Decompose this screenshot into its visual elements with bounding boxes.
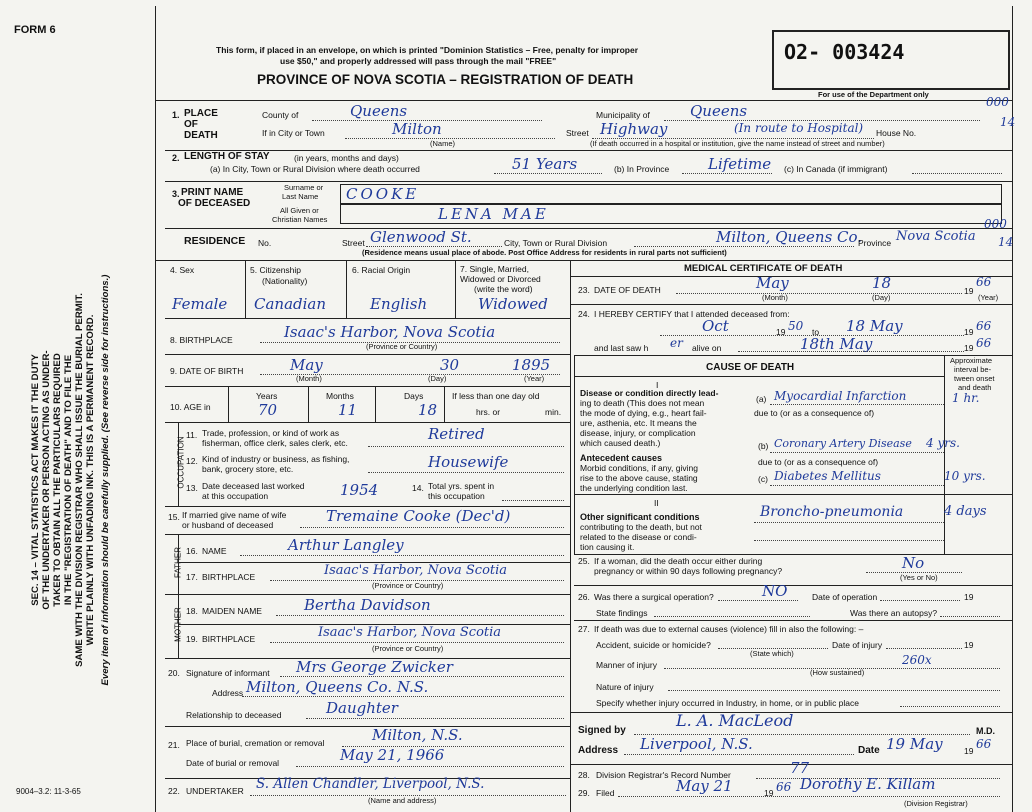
q26-value: NO (762, 582, 788, 600)
dept-code-1: 000 (986, 95, 1009, 109)
father-bp: Isaac's Harbor, Nova Scotia (324, 563, 508, 578)
dob-month-hint: (Month) (296, 374, 322, 383)
side-line-2: OF THE UNDERTAKER OR PERSON ACTING AS UNDER- (41, 350, 52, 610)
q24-alive-date: 18th May (800, 335, 873, 353)
dept-use-label: For use of the Department only (818, 90, 929, 99)
manner: Manner of injury (596, 660, 657, 670)
dob-day-hint: (Day) (428, 374, 447, 383)
cause-a: Myocardial Infarction (774, 389, 907, 403)
informant-sig-label: Signature of informant (186, 668, 270, 678)
approx-1: Approximate (950, 356, 993, 365)
stay-a-label: (a) In City, Town or Rural Division where death occurred (210, 164, 420, 174)
informant-rel-label: Relationship to deceased (186, 710, 282, 720)
manner-value: 260x (902, 653, 932, 667)
q11-value: Retired (428, 425, 485, 443)
q26-year-prefix: 19 (964, 592, 974, 602)
father-bp-label: BIRTHPLACE (202, 572, 256, 582)
father-bp-num: 17. (186, 572, 198, 582)
q24-alive-year-prefix: 19 (964, 343, 974, 353)
side-instructions (30, 180, 150, 780)
approx-4: and death (958, 383, 992, 392)
q28-label: Division Registrar's Record Number (596, 770, 731, 780)
q11-line-1: Trade, profession, or kind of work as (202, 428, 340, 438)
stay-num: 2. (172, 153, 180, 163)
q11-line-2: fisherman, office clerk, sales clerk, etc. (202, 438, 348, 448)
birthplace-value: Isaac's Harbor, Nova Scotia (284, 323, 496, 341)
surname-box (340, 184, 1002, 204)
disease-4: ure, asthenia, etc. It means the (580, 418, 697, 428)
form-label: FORM 6 (14, 24, 56, 36)
q13-line-2: at this occupation (202, 491, 269, 501)
municipality-value: Queens (690, 102, 748, 120)
side-line-4: IN THE "REGISTRATION OF DEATH" AND TO FILE THE (63, 354, 74, 606)
signed-addr: Liverpool, N.S. (640, 735, 753, 753)
other-2: contributing to the death, but not (580, 522, 702, 532)
q13-line-1: Date deceased last worked (202, 481, 305, 491)
q24-from-year-prefix: 19 (776, 327, 786, 337)
q24-from-month: Oct (702, 317, 729, 335)
mother-bp: Isaac's Harbor, Nova Scotia (318, 625, 502, 640)
given-label-1: All Given or (280, 206, 319, 215)
cause-c-prefix: (c) (758, 474, 768, 484)
autopsy: Was there an autopsy? (850, 608, 938, 618)
cause-b: Coronary Artery Disease (774, 437, 912, 450)
house-label: House No. (876, 128, 917, 138)
age-days: 18 (418, 401, 438, 419)
sex-value: Female (172, 295, 228, 313)
informant-num: 20. (168, 668, 180, 678)
mother-maiden-label: MAIDEN NAME (202, 606, 262, 616)
residence-street: Glenwood St. (370, 228, 472, 246)
mother-maiden-num: 18. (186, 606, 198, 616)
q29-num: 29. (578, 788, 590, 798)
mother-bp-hint: (Province or Country) (372, 644, 444, 653)
father-name-num: 16. (186, 546, 198, 556)
q27-num: 27. (578, 624, 590, 634)
informant-addr-label: Address (212, 688, 244, 698)
spouse-label-2: or husband of deceased (182, 520, 274, 530)
undertaker-hint: (Name and address) (368, 796, 437, 805)
q29-value: May 21 (676, 777, 733, 795)
city-name-hint: (Name) (430, 139, 456, 148)
other-1: Other significant conditions (580, 512, 700, 522)
residence-province-label: Province (858, 238, 892, 248)
medical-header: MEDICAL CERTIFICATE OF DEATH (684, 263, 843, 274)
spouse-num: 15. (168, 512, 180, 522)
q28-num: 28. (578, 770, 590, 780)
residence-label: RESIDENCE (184, 235, 246, 247)
side-line-5: SAME WITH THE DIVISION REGISTRAR WHO SHALL ISSUE THE BURIAL PERMIT. (74, 293, 85, 667)
q23-month-hint: (Month) (762, 293, 788, 302)
cause-c: Diabetes Mellitus (774, 469, 881, 483)
signed-label: Signed by (578, 725, 626, 736)
q14-line-2: this occupation (428, 491, 485, 501)
stay-label: LENGTH OF STAY (184, 151, 270, 162)
informant-addr: Milton, Queens Co. N.S. (246, 678, 429, 696)
name-label-2: OF DECEASED (178, 198, 251, 209)
page-title: PROVINCE OF NOVA SCOTIA – REGISTRATION OF DEATH (257, 72, 634, 87)
street-label: Street (566, 128, 589, 138)
how-sustained: (How sustained) (810, 668, 865, 677)
county-label: County of (262, 110, 299, 120)
name-label-1: PRINT NAME (181, 187, 244, 198)
q23-year: 66 (976, 275, 992, 289)
place-label: PLACE OF DEATH (184, 108, 218, 141)
given-value: LENA MAE (438, 205, 549, 223)
date-injury: Date of injury (832, 640, 883, 650)
q23-day: 18 (872, 274, 892, 292)
age-min: min. (545, 407, 562, 417)
marital-label-3: (write the word) (474, 284, 533, 294)
q11-num: 11. (186, 430, 198, 440)
disease-1: Disease or condition directly lead- (580, 388, 719, 398)
mother-maiden: Bertha Davidson (304, 596, 431, 614)
other-4: tion causing it. (580, 542, 635, 552)
age-hrs: hrs. or (476, 407, 501, 417)
marital-label-2: Widowed or Divorced (460, 274, 541, 284)
q25-line-2: pregnancy or within 90 days following pregnancy? (594, 566, 783, 576)
dob-label: 9. DATE OF BIRTH (170, 366, 244, 376)
stay-c-label: (c) In Canada (if immigrant) (784, 164, 888, 174)
residence-code-1: 000 (984, 217, 1007, 231)
father-side-label: FATHER (173, 547, 183, 578)
reg-number: O2- 003424 (784, 40, 905, 64)
signed-year: 66 (976, 737, 992, 751)
header-notice-1: This form, if placed in an envelope, on which is printed "Dominion Statistics – Free, penalty for improper (216, 45, 639, 55)
side-line-7: Every item of information should be carefully supplied. (See reverse side for instructions.) (100, 274, 111, 686)
other-interval: 4 days (944, 504, 987, 519)
antecedent-2: Morbid conditions, if any, giving (580, 463, 698, 473)
burial-date-label: Date of burial or removal (186, 758, 280, 768)
undertaker-label: UNDERTAKER (186, 786, 244, 796)
q23-year-hint: (Year) (978, 293, 999, 302)
md-label: M.D. (976, 726, 995, 736)
signed-date-label: Date (858, 745, 880, 756)
industry: Specify whether injury occurred in Industry, in home, or in public place (596, 698, 859, 708)
q23-num: 23. (578, 285, 590, 295)
marital-label-1: 7. Single, Married, (460, 264, 529, 274)
side-line-6: WRITE PLAINLY WITH UNFADING INK. THIS IS A PERMANENT RECORD. (85, 314, 96, 646)
approx-3: tween onset (954, 374, 995, 383)
q12-line-2: bank, grocery store, etc. (202, 464, 294, 474)
other-3: related to the disease or condi- (580, 532, 697, 542)
undertaker-num: 22. (168, 786, 180, 796)
residence-no-label: No. (258, 238, 272, 248)
surname-label-1: Surname or (284, 183, 324, 192)
accident: Accident, suicide or homicide? (596, 640, 711, 650)
q26-date-label: Date of operation (812, 592, 878, 602)
roman-2: II (654, 498, 659, 508)
residence-street-label: Street (342, 238, 365, 248)
citizenship-label: 5. Citizenship (250, 265, 302, 275)
q24-to-year: 66 (976, 319, 992, 333)
residence-province: Nova Scotia (896, 229, 976, 244)
cause-c-interval: 10 yrs. (944, 469, 986, 483)
q28-value: 77 (790, 759, 810, 777)
citizenship-value: Canadian (254, 295, 327, 313)
state-findings: State findings (596, 608, 648, 618)
q14-num: 14. (412, 483, 424, 493)
disease-2: ing to death (This does not mean (580, 398, 705, 408)
registrar-sig: Dorothy E. Killam (800, 775, 936, 793)
occupation-side-label: OCCUPATION (176, 436, 186, 489)
registrar-hint: (Division Registrar) (904, 799, 968, 808)
undertaker-value: S. Allen Chandler, Liverpool, N.S. (256, 776, 485, 792)
residence-city: Milton, Queens Co. (716, 228, 863, 246)
dob-day: 30 (440, 356, 460, 374)
cause-b-prefix: (b) (758, 441, 769, 451)
given-label-2: Christian Names (272, 215, 328, 224)
cause-a-interval: 1 hr. (952, 391, 980, 405)
marital-value: Widowed (478, 295, 548, 313)
roman-1: I (656, 380, 659, 390)
age-months: 11 (338, 401, 358, 419)
q29-label: Filed (596, 788, 615, 798)
side-line-1: SEC. 14 – VITAL STATISTICS ACT MAKES IT THE DUTY (30, 354, 41, 606)
signed-year-prefix: 19 (964, 746, 974, 756)
signed-date: 19 May (886, 735, 943, 753)
city-label: If in City or Town (262, 128, 325, 138)
age-years: 70 (258, 401, 278, 419)
father-name: Arthur Langley (288, 536, 404, 554)
disease-3: the mode of dying, e.g., heart fail- (580, 408, 707, 418)
disease-6: which caused death.) (580, 438, 661, 448)
racial-label: 6. Racial Origin (352, 265, 411, 275)
q24-num: 24. (578, 309, 590, 319)
state-which: (State which) (750, 649, 794, 658)
informant-sig: Mrs George Zwicker (296, 658, 453, 676)
q13-num: 13. (186, 483, 198, 493)
surname-label-2: Last Name (282, 192, 319, 201)
stay-label-hint: (in years, months and days) (294, 153, 399, 163)
q24-to: 18 May (846, 317, 903, 335)
age-label: 10. AGE in (170, 402, 211, 412)
age-days-label: Days (404, 391, 424, 401)
antecedent-4: the underlying condition last. (580, 483, 688, 493)
birthplace-hint: (Province or Country) (366, 342, 438, 351)
age-years-label: Years (256, 391, 278, 401)
footer-code: 9004–3.2: 11-3-65 (16, 787, 81, 796)
spouse-label-1: If married give name of wife (182, 510, 287, 520)
county-value: Queens (350, 102, 408, 120)
q23-day-hint: (Day) (872, 293, 891, 302)
q25-value: No (902, 554, 925, 572)
q24-from-year: 50 (788, 319, 804, 333)
burial-num: 21. (168, 740, 180, 750)
q14-line-1: Total yrs. spent in (428, 481, 495, 491)
stay-b-value: Lifetime (708, 155, 772, 173)
city-value: Milton (392, 120, 442, 138)
surname-value: COOKE (346, 185, 420, 203)
hospital-note: (If death occurred in a hospital or institution, give the name instead of street and number) (590, 139, 885, 148)
q24-to-label: to (812, 327, 820, 337)
citizenship-hint: (Nationality) (262, 276, 308, 286)
q24-label: I HEREBY CERTIFY that I attended deceased from: (594, 309, 790, 319)
q24-last-label: and last saw h (594, 343, 649, 353)
cause-b-interval: 4 yrs. (926, 436, 960, 450)
age-less-day: If less than one day old (452, 391, 540, 401)
burial-place-label: Place of burial, cremation or removal (186, 738, 325, 748)
q24-alive-year: 66 (976, 336, 992, 350)
name-num: 3. (172, 189, 180, 199)
antecedent-3: rise to the above cause, stating (580, 473, 698, 483)
q12-line-1: Kind of industry or business, as fishing, (202, 454, 350, 464)
nature: Nature of injury (596, 682, 654, 692)
cause-a-due: due to (or as a consequence of) (754, 408, 875, 418)
birthplace-label: 8. BIRTHPLACE (170, 335, 233, 345)
antecedent-1: Antecedent causes (580, 453, 663, 463)
residence-city-label: City, Town or Rural Division (504, 238, 608, 248)
signed-addr-label: Address (578, 745, 619, 756)
dob-year-hint: (Year) (524, 374, 545, 383)
stay-a-value: 51 Years (512, 155, 578, 173)
spouse-value: Tremaine Cooke (Dec'd) (326, 507, 511, 525)
q13-value: 1954 (340, 481, 379, 499)
dob-month: May (290, 356, 323, 374)
q23-year-prefix: 19 (964, 286, 974, 296)
header-notice-2: use $50," and properly addressed will pass through the mail "FREE" (280, 56, 557, 66)
q12-num: 12. (186, 456, 198, 466)
dob-year: 1895 (512, 356, 551, 374)
q23-label: DATE OF DEATH (594, 285, 661, 295)
q29-year-prefix: 19 (764, 788, 774, 798)
municipality-label: Municipality of (596, 110, 650, 120)
street-value: Highway (600, 120, 668, 138)
q25-hint: (Yes or No) (900, 573, 938, 582)
q24-last-hw: er (670, 336, 683, 350)
informant-rel: Daughter (326, 699, 398, 717)
cause-header: CAUSE OF DEATH (706, 362, 795, 373)
dept-code-2: 14 (1000, 115, 1016, 129)
injury-year-prefix: 19 (964, 640, 974, 650)
cause-a-prefix: (a) (756, 394, 767, 404)
burial-date: May 21, 1966 (340, 746, 445, 764)
q26-num: 26. (578, 592, 590, 602)
q26-label: Was there a surgical operation? (594, 592, 714, 602)
disease-5: disease, injury, or complication (580, 428, 696, 438)
place-num: 1. (172, 110, 180, 120)
stay-b-label: (b) In Province (614, 164, 670, 174)
q25-num: 25. (578, 556, 590, 566)
age-months-label: Months (326, 391, 354, 401)
q23-month: May (756, 274, 789, 292)
q24-alive-label: alive on (692, 343, 722, 353)
father-name-label: NAME (202, 546, 227, 556)
side-line-3: TAKER TO OBTAIN ALL THE PARTICULARS REQUIRED (52, 353, 63, 607)
mother-bp-num: 19. (186, 634, 198, 644)
signed-value: L. A. MacLeod (676, 711, 794, 730)
cause-b-due: due to (or as a consequence of) (758, 457, 879, 467)
mother-side-label: MOTHER (173, 607, 183, 642)
other-value: Broncho-pneumonia (760, 504, 904, 520)
house-note: (In route to Hospital) (734, 121, 864, 135)
q27-label: If death was due to external causes (violence) fill in also the following: – (594, 624, 864, 634)
racial-value: English (370, 295, 428, 313)
q12-value: Housewife (428, 453, 509, 471)
residence-note: (Residence means usual place of abode. Post Office Address for residents in rural parts not sufficient) (362, 248, 727, 257)
sex-label: 4. Sex (170, 265, 195, 275)
approx-2: interval be- (954, 365, 992, 374)
q25-line-1: If a woman, did the death occur either during (594, 556, 763, 566)
q29-year: 66 (776, 780, 792, 794)
q24-to-year-prefix: 19 (964, 327, 974, 337)
mother-bp-label: BIRTHPLACE (202, 634, 256, 644)
residence-code-2: 14 (998, 235, 1014, 249)
father-bp-hint: (Province or Country) (372, 581, 444, 590)
burial-place: Milton, N.S. (372, 726, 463, 744)
